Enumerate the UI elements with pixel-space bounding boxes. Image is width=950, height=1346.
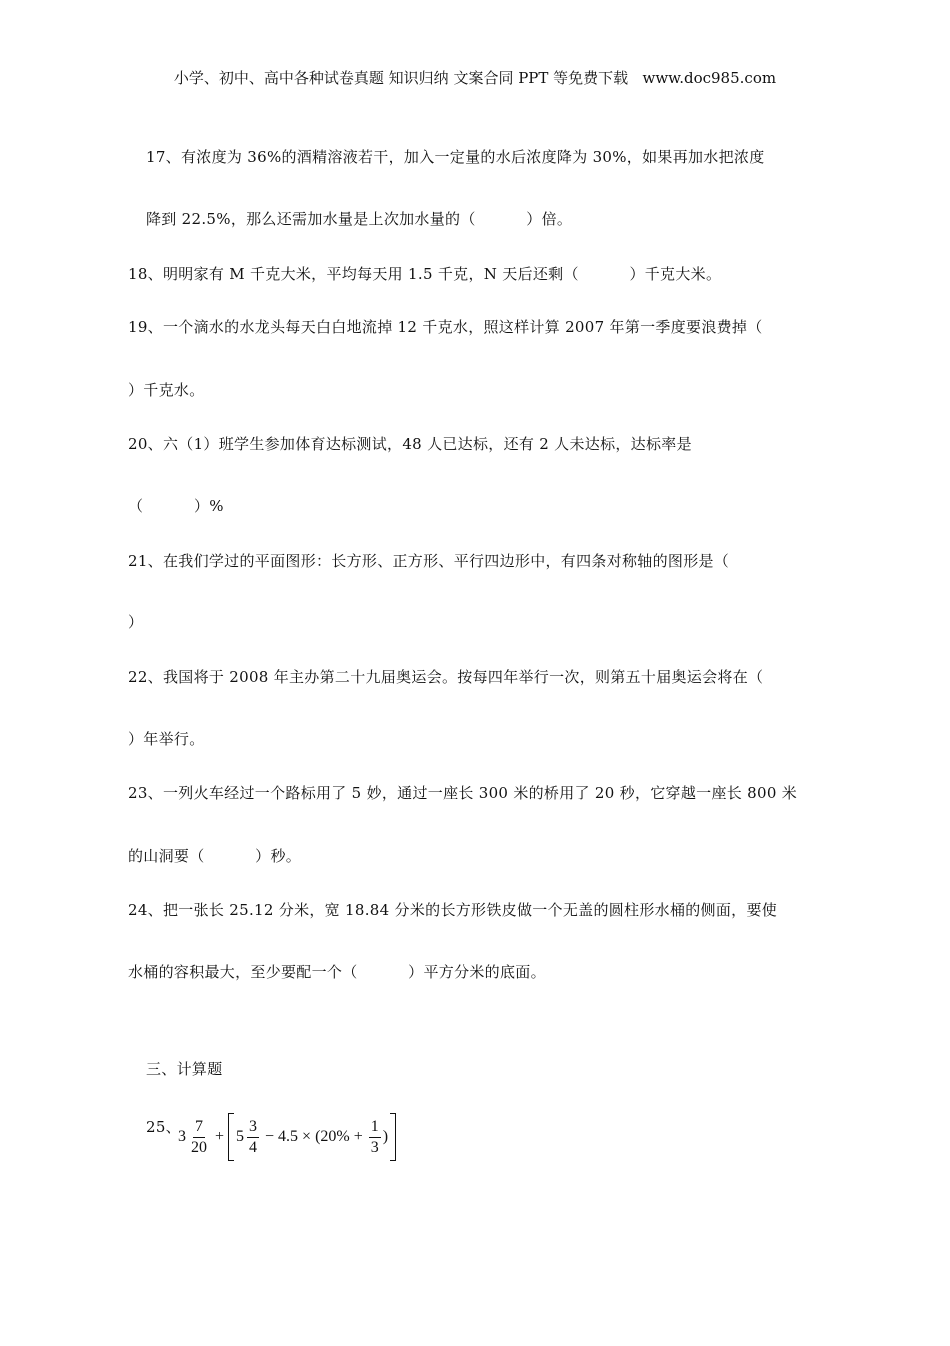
mixed-whole-1: 3 (178, 1128, 186, 1145)
fraction-3-denominator: 3 (370, 1138, 379, 1156)
fraction-2 (247, 1117, 259, 1158)
section-heading: 三、计算题 (146, 1060, 223, 1078)
close-paren: ) (382, 1128, 389, 1145)
question-20-line-1: 20、六（1）班学生参加体育达标测试，48 人已达标，还有 2 人未达标，达标率是 (128, 435, 692, 453)
question-21-line-2: ） (128, 613, 144, 631)
question-19-line-1: 19、一个滴水的水龙头每天白白地流掉 12 千克水，照这样计算 2007 年第一季度要浪费掉（ (128, 318, 763, 336)
mixed-whole-2: 5 (236, 1128, 245, 1145)
question-22-line-1: 22、我国将于 2008 年主办第二十九届奥运会。按每四年举行一次，则第五十届奥运会将在（ (128, 668, 764, 686)
question-19-line-2: ）千克水。 (128, 381, 205, 399)
fraction-1 (189, 1117, 209, 1158)
question-24-line-2: 水桶的容积最大，至少要配一个（ ）平方分米的底面。 (128, 963, 546, 981)
left-bracket (228, 1113, 234, 1161)
question-18-line-1: 18、明明家有 M 千克大米，平均每天用 1.5 千克，N 天后还剩（ ）千克大米。 (128, 265, 722, 283)
question-24-line-1: 24、把一张长 25.12 分米，宽 18.84 分米的长方形铁皮做一个无盖的圆柱形水桶的侧面，要使 (128, 901, 778, 919)
fraction-3 (369, 1117, 381, 1158)
page-header: 小学、初中、高中各种试卷真题 知识归纳 文案合同 PPT 等免费下载 www.doc985.com (173, 69, 777, 87)
question-17-line-2: 降到 22.5%，那么还需加水量是上次加水量的（ ）倍。 (146, 210, 573, 228)
question-23-line-1: 23、一列火车经过一个路标用了 5 妙，通过一座长 300 米的桥用了 20 秒，它穿越一座长 800 米 (128, 784, 798, 802)
fraction-1-denominator: 20 (191, 1138, 207, 1156)
fraction-2-denominator: 4 (249, 1138, 258, 1156)
fraction-2-numerator: 3 (247, 1117, 259, 1138)
question-23-line-2: 的山洞要（ ）秒。 (128, 847, 302, 865)
fraction-3-numerator: 1 (369, 1117, 381, 1138)
question-25-expression (178, 1111, 396, 1163)
question-21-line-1: 21、在我们学过的平面图形：长方形、正方形、平行四边形中，有四条对称轴的图形是（ (128, 552, 730, 570)
question-25-label: 25、 (146, 1118, 181, 1136)
plus-sign: + (211, 1128, 229, 1145)
question-17-line-1: 17、有浓度为 36%的酒精溶液若干，加入一定量的水后浓度降为 30%，如果再加水把浓度 (146, 148, 765, 166)
right-bracket (390, 1113, 396, 1161)
expression-middle: − 4.5 × (20% + (261, 1128, 367, 1145)
question-22-line-2: ）年举行。 (128, 730, 205, 748)
fraction-1-numerator: 7 (193, 1117, 205, 1138)
question-20-line-2: （ ）% (128, 497, 224, 515)
